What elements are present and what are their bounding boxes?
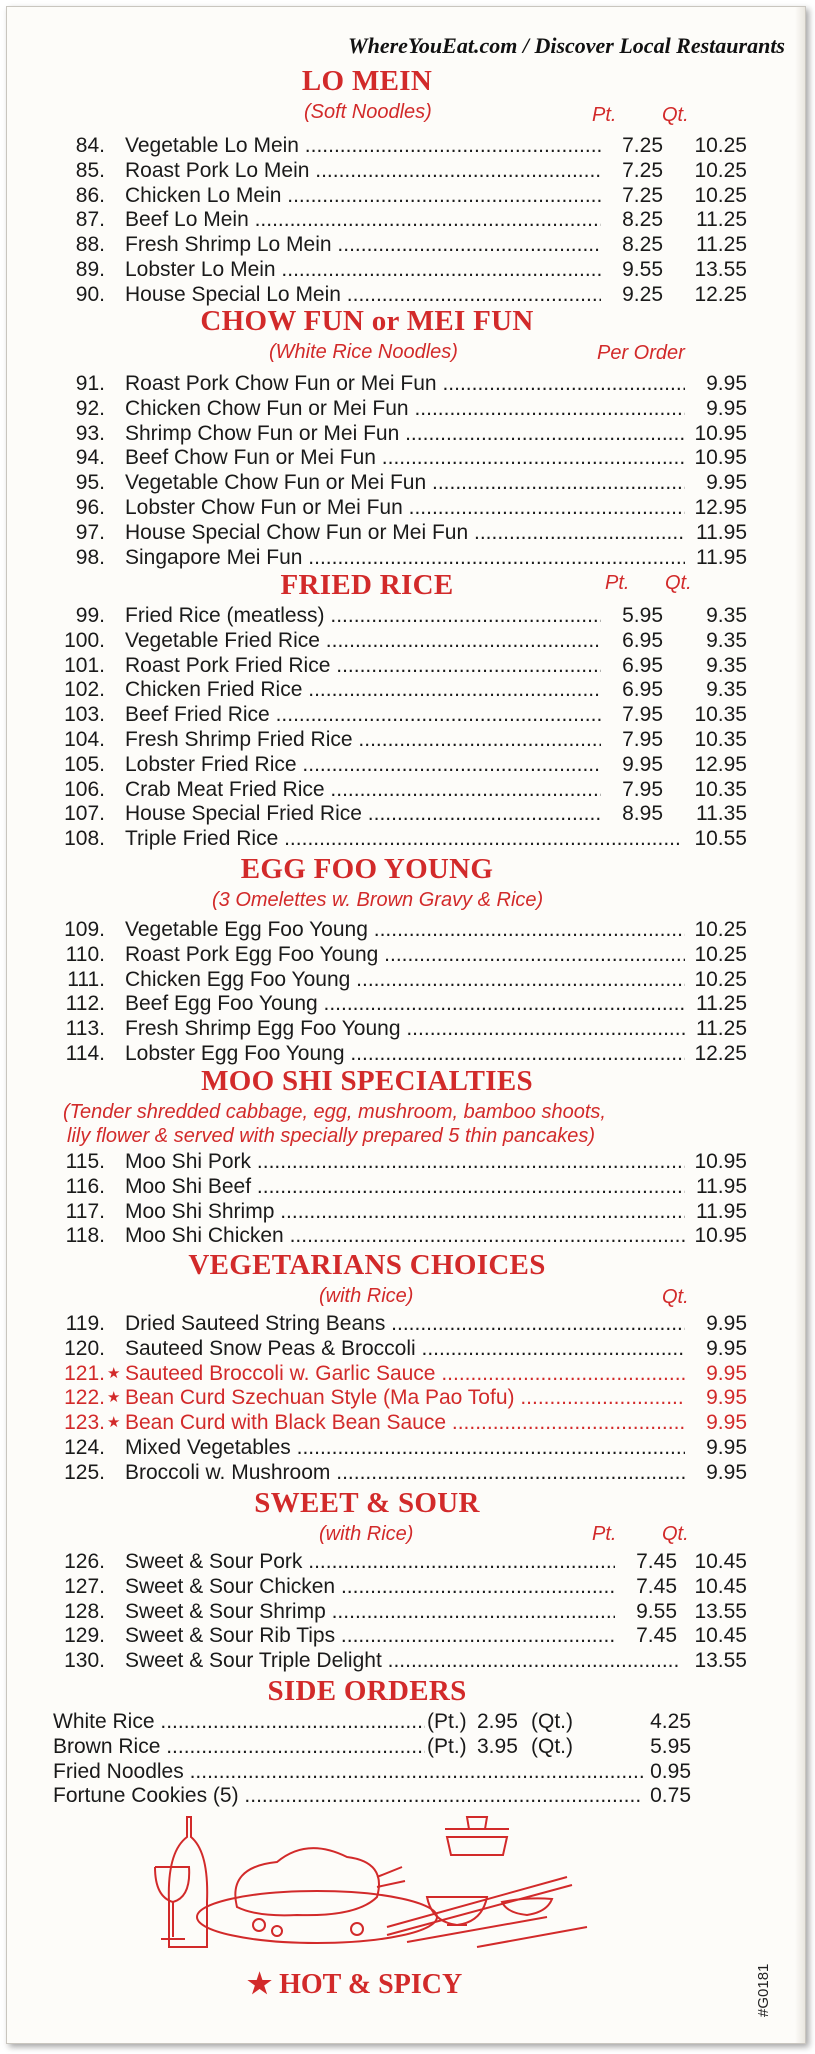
item-price-pt: 8.25 [622,208,663,232]
item-name: Fresh Shrimp Lo Mein ..... [125,232,601,257]
menu-item-row [63,1648,747,1673]
col-pt-lo-mein: Pt. [592,104,617,126]
item-name: Beef Lo Mein ..... [125,207,601,232]
item-price-pt: 5.95 [622,604,663,627]
item-name: Vegetable Chow Fun or Mei Fun ..... [125,470,685,495]
menu-item-row [63,445,747,470]
item-number: 91. [75,372,105,395]
item-price-pt: 3.95 [477,1734,518,1758]
item-name: Roast Pork Lo Mein ..... [125,158,601,183]
menu-item-row [63,183,747,208]
item-price: 9.95 [706,1436,747,1459]
menu-item-row [63,826,747,851]
menu-item-row [63,1174,747,1199]
item-name: Mixed Vegetables ..... [125,1435,685,1460]
item-name: Lobster Fried Rice ..... [125,752,601,777]
menu-item-row [63,628,747,653]
menu-item-row [63,1574,747,1599]
item-price: 12.25 [694,1042,747,1065]
section-title-lo-mein: LO MEIN [301,65,433,97]
menu-code [755,1937,785,2027]
menu-item-row [63,991,747,1016]
menu-item-row [63,495,747,520]
item-price-qt: 11.35 [696,802,747,826]
item-name: Roast Pork Egg Foo Young ..... [125,942,685,967]
item-price-pt: 9.55 [636,1599,677,1623]
item-price-qt: 4.25 [650,1710,691,1733]
item-number: 123. [64,1411,105,1435]
item-price: 12.95 [694,496,747,519]
section-title-vegetarian: VEGETARIANS CHOICES [188,1249,546,1281]
menu-item-row [63,257,747,282]
item-name: Roast Pork Fried Rice ..... [125,653,601,678]
item-price-qt: 13.55 [694,1649,747,1673]
item-number: 87. [75,208,105,232]
menu-item-row [63,1435,747,1460]
menu-item-row [63,470,747,495]
menu-item-row [63,603,747,628]
item-name: Lobster Chow Fun or Mei Fun ..... [125,495,685,520]
item-price: 9.95 [706,471,747,495]
item-price-qt: 9.35 [706,678,747,702]
section-title-sweet-sour: SWEET & SOUR [254,1487,480,1519]
item-price-pt: 2.95 [477,1710,518,1733]
item-price-qt: 9.35 [706,628,747,652]
pt-label: (Pt.) [427,1710,467,1733]
item-name: Vegetable Fried Rice ..... [125,628,601,653]
qt-label: (Qt.) [531,1710,573,1733]
item-number: 110. [65,942,105,966]
item-price-pt: 7.95 [622,703,663,727]
menu-item-row [63,752,747,777]
section-title-fried-rice: FRIED RICE [280,569,454,601]
item-number: 126. [64,1550,105,1573]
page-edge [795,7,805,2043]
item-name: Moo Shi Shrimp ..... [125,1199,685,1224]
item-number: 107. [64,802,105,826]
item-number: 103. [64,703,105,727]
col-pt-sweet-sour: Pt. [592,1523,617,1545]
menu-item-row [63,1336,747,1361]
item-price: 11.95 [696,1174,747,1198]
item-name: Chicken Fried Rice ..... [125,677,601,702]
item-price-pt: 7.45 [636,1574,677,1598]
menu-item-row [63,1410,747,1435]
menu-item-row [63,1041,747,1066]
col-qt-vegetarian: Qt. [662,1286,689,1308]
item-number: 89. [75,258,105,281]
item-number: 99. [75,604,105,627]
menu-item-row [63,207,747,232]
item-name: Sweet & Sour Pork ..... [125,1549,615,1574]
col-qt-sweet-sour: Qt. [662,1523,689,1545]
star-icon: ★ [107,1364,121,1382]
item-name: Lobster Egg Foo Young ..... [125,1041,685,1066]
pt-label: (Pt.) [427,1734,467,1758]
item-price-qt: 10.35 [694,703,747,727]
item-price: 9.95 [706,1336,747,1360]
item-number: 100. [64,628,105,652]
item-number: 106. [64,777,105,801]
item-price-pt: 7.25 [622,134,663,157]
item-number: 98. [75,545,105,569]
menu-item-row [63,1149,747,1174]
item-price-qt: 10.45 [694,1624,747,1648]
item-number: 113. [65,1017,105,1041]
item-price-qt: 10.25 [694,183,747,207]
item-number: 109. [64,918,105,941]
col-qt-lo-mein: Qt. [662,104,689,126]
item-number: 117. [65,1199,105,1223]
item-price: 10.25 [694,918,747,941]
hot-spicy-legend [247,1967,462,2001]
item-number: 116. [65,1174,105,1198]
item-number: 114. [65,1042,105,1065]
item-price: 9.95 [706,1411,747,1435]
item-number: 94. [75,446,105,470]
menu-item-row [63,421,747,446]
side-order-row [53,1709,693,1734]
menu-item-row [63,1599,747,1624]
item-number: 118. [65,1224,105,1248]
item-price: 9.95 [706,1312,747,1335]
item-price-qt: 12.25 [694,282,747,306]
item-name: Broccoli w. Mushroom ..... [125,1460,685,1485]
section-subtitle-egg-foo-young: (3 Omelettes w. Brown Gravy & Rice) [212,889,544,911]
item-price: 11.95 [696,520,747,544]
menu-item-row [63,520,747,545]
side-order-row [53,1734,693,1759]
item-price-pt: 7.45 [636,1624,677,1648]
item-price: 10.25 [694,967,747,991]
item-price-pt: 9.25 [622,282,663,306]
item-name: Fortune Cookies (5) ..... [53,1783,643,1808]
item-name: Chicken Chow Fun or Mei Fun ..... [125,396,685,421]
item-name: Crab Meat Fried Rice ..... [125,777,601,802]
item-number: 125. [64,1460,105,1484]
item-number: 102. [64,678,105,702]
item-name: White Rice ..... [53,1709,425,1734]
item-number: 84. [75,134,105,157]
item-number: 122. [64,1386,105,1410]
item-price: 10.95 [694,446,747,470]
item-name: Beef Egg Foo Young ..... [125,991,685,1016]
item-name: House Special Fried Rice ..... [125,801,601,826]
item-number: 85. [75,158,105,182]
item-price-qt: 11.25 [696,233,747,257]
menu-item-row [63,1199,747,1224]
item-price: 9.95 [706,1460,747,1484]
item-price-qt: 12.95 [694,752,747,776]
item-name: Sauteed Broccoli w. Garlic Sauce ..... [125,1361,685,1386]
item-number: 108. [64,827,105,851]
menu-item-row [63,777,747,802]
item-name: House Special Lo Mein ..... [125,282,601,307]
item-price-pt: 8.25 [622,233,663,257]
item-number: 95. [75,471,105,495]
item-number: 129. [64,1624,105,1648]
item-name: Beef Fried Rice ..... [125,702,601,727]
item-name: Shrimp Chow Fun or Mei Fun ..... [125,421,685,446]
item-price: 10.95 [694,421,747,445]
item-price: 9.95 [706,1386,747,1410]
item-number: 120. [64,1336,105,1360]
item-number: 121. [64,1361,105,1385]
item-price: 9.95 [706,396,747,420]
item-price-qt: 10.25 [694,158,747,182]
menu-item-row [63,282,747,307]
item-price-qt: 13.55 [694,1599,747,1623]
watermark: WhereYouEat.com / Discover Local Restaurants [348,33,785,58]
item-name: Roast Pork Chow Fun or Mei Fun ..... [125,371,685,396]
section-title-egg-foo-young: EGG FOO YOUNG [240,853,494,885]
item-price-pt: 7.25 [622,183,663,207]
menu-item-row [63,702,747,727]
item-name: Bean Curd with Black Bean Sauce ..... [125,1410,685,1435]
menu-item-row [63,917,747,942]
menu-item-row [63,232,747,257]
item-name: Sweet & Sour Triple Delight ..... [125,1648,679,1673]
item-price: 11.95 [696,1199,747,1223]
item-name: Triple Fried Rice ..... [125,826,679,851]
item-price-pt: 6.95 [622,628,663,652]
menu-item-row [63,1223,747,1248]
menu-item-row [63,1016,747,1041]
moo-shi-note-line1: (Tender shredded cabbage, egg, mushroom, bamboo shoots, [63,1101,606,1123]
section-title-chow-fun: CHOW FUN or MEI FUN [200,305,534,337]
item-number: 115. [65,1150,105,1173]
item-number: 128. [64,1599,105,1623]
menu-page [6,6,806,2044]
item-number: 111. [67,967,105,991]
side-order-row [53,1783,693,1808]
menu-item-row [63,1623,747,1648]
col-per-order: Per Order [597,342,685,364]
item-name: Beef Chow Fun or Mei Fun ..... [125,445,685,470]
item-number: 88. [75,233,105,257]
item-price-qt: 0.75 [650,1784,691,1808]
item-price-pt: 8.95 [622,802,663,826]
item-name: Sweet & Sour Rib Tips ..... [125,1623,615,1648]
legend-text: HOT & SPICY [279,1969,463,2000]
moo-shi-note-line2: lily flower & served with specially prepared 5 thin pancakes) [67,1125,596,1147]
menu-item-row [63,1361,747,1386]
item-name: Moo Shi Pork ..... [125,1149,685,1174]
item-price-pt: 7.95 [622,728,663,751]
menu-item-row [63,967,747,992]
menu-item-row [63,801,747,826]
item-price-pt: 7.25 [622,158,663,182]
menu-item-row [63,371,747,396]
item-price-qt: 10.35 [694,728,747,751]
menu-item-row [63,653,747,678]
item-name: Bean Curd Szechuan Style (Ma Pao Tofu) ..... [125,1385,685,1410]
item-name: Vegetable Lo Mein ..... [125,133,601,158]
item-name: Chicken Lo Mein ..... [125,183,601,208]
star-icon: ★ [107,1389,121,1407]
item-name: House Special Chow Fun or Mei Fun ..... [125,520,685,545]
menu-item-row [63,545,747,570]
item-number: 93. [75,421,105,445]
item-name: Singapore Mei Fun ..... [125,545,685,570]
item-number: 127. [64,1574,105,1598]
qt-label: (Qt.) [531,1734,573,1758]
item-number: 119. [65,1312,105,1335]
food-illustration [147,1807,597,1957]
item-name: Sweet & Sour Shrimp ..... [125,1599,615,1624]
item-number: 97. [75,520,105,544]
section-subtitle-sweet-sour: (with Rice) [319,1523,414,1545]
menu-item-row [63,727,747,752]
item-name: Chicken Egg Foo Young ..... [125,967,685,992]
item-name: Vegetable Egg Foo Young ..... [125,917,685,942]
item-price: 9.95 [706,372,747,395]
item-price-qt: 10.55 [694,827,747,851]
item-name: Brown Rice ..... [53,1734,425,1759]
menu-item-row [63,158,747,183]
item-number: 104. [64,728,105,751]
item-name: Moo Shi Chicken ..... [125,1223,685,1248]
item-price-qt: 10.35 [694,777,747,801]
item-price-pt: 6.95 [622,653,663,677]
section-title-side-orders: SIDE ORDERS [267,1675,467,1707]
section-subtitle-lo-mein: (Soft Noodles) [304,101,432,123]
item-price: 10.95 [694,1224,747,1248]
item-number: 130. [64,1649,105,1673]
menu-item-row [63,133,747,158]
item-price: 10.25 [694,942,747,966]
menu-item-row [63,396,747,421]
menu-item-row [63,1460,747,1485]
item-price: 11.25 [696,1017,747,1041]
section-subtitle-chow-fun: (White Rice Noodles) [269,341,458,363]
item-name: Fresh Shrimp Fried Rice ..... [125,727,601,752]
item-name: Sweet & Sour Chicken ..... [125,1574,615,1599]
item-price: 11.25 [696,992,747,1016]
item-price-qt: 10.45 [694,1550,747,1573]
item-price: 9.95 [706,1361,747,1385]
item-name: Fried Noodles ..... [53,1759,643,1784]
menu-item-row [63,1549,747,1574]
item-price-pt: 9.95 [622,752,663,776]
section-subtitle-vegetarian: (with Rice) [319,1285,414,1307]
item-number: 124. [64,1436,105,1459]
menu-item-row [63,1385,747,1410]
item-number: 101. [64,653,105,677]
item-price-qt: 5.95 [650,1734,691,1758]
item-price-pt: 7.95 [622,777,663,801]
item-price-qt: 9.35 [706,653,747,677]
item-price-pt: 6.95 [622,678,663,702]
section-title-moo-shi: MOO SHI SPECIALTIES [201,1065,533,1097]
item-name: Fried Rice (meatless) ..... [125,603,601,628]
col-qt-fried-rice: Qt. [665,572,692,594]
item-price: 11.95 [696,545,747,569]
item-price-qt: 0.95 [650,1759,691,1783]
item-name: Fresh Shrimp Egg Foo Young ..... [125,1016,685,1041]
item-name: Lobster Lo Mein ..... [125,257,601,282]
item-number: 112. [65,992,105,1016]
item-price-qt: 10.25 [694,134,747,157]
item-name: Dried Sauteed String Beans ..... [125,1311,685,1336]
menu-code-text: #G0181 [755,1963,772,2017]
item-price-qt: 9.35 [706,604,747,627]
item-price-qt: 10.45 [694,1574,747,1598]
item-price-pt: 7.45 [636,1550,677,1573]
menu-item-row [63,677,747,702]
item-price-qt: 11.25 [696,208,747,232]
item-price-qt: 13.55 [694,258,747,281]
menu-item-row [63,942,747,967]
item-number: 86. [75,183,105,207]
item-number: 96. [75,496,105,519]
item-price: 10.95 [694,1150,747,1173]
star-icon: ★ [107,1414,121,1432]
item-number: 90. [75,282,105,306]
item-name: Moo Shi Beef ..... [125,1174,685,1199]
side-order-row [53,1759,693,1784]
item-name: Sauteed Snow Peas & Broccoli ..... [125,1336,685,1361]
star-icon: ★ [247,1969,273,2000]
col-pt-fried-rice: Pt. [605,572,630,594]
item-price-pt: 9.55 [622,258,663,281]
menu-item-row [63,1311,747,1336]
item-number: 92. [75,396,105,420]
item-number: 105. [64,752,105,776]
